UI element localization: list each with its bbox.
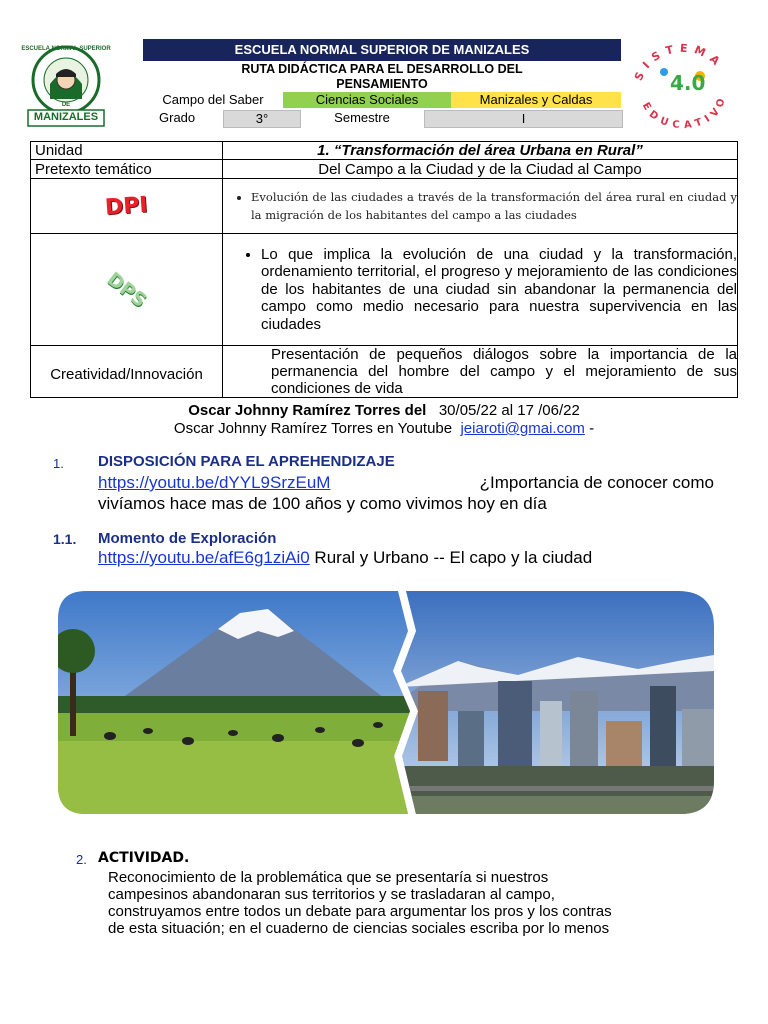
section-2-line-1: Reconocimiento de la problemática que se presentaría si nuestros: [108, 869, 549, 886]
dps-content: [223, 234, 738, 346]
section-1-text-line2: vivíamos hace mas de 100 años y como vivimos hoy en día: [98, 494, 547, 513]
section-2-line-3: construyamos entre todos un debate para argumentar los pros y los contras: [108, 903, 612, 920]
section-1-1-link[interactable]: https://youtu.be/afE6g1ziAi0: [98, 548, 310, 567]
grado-value: 3°: [223, 110, 301, 128]
dps-item: • Lo que implica la evolución de una ciudad y la transformación, ordenamiento territorial, el progreso y mejoramiento de las condiciones de los habitantes de una ciudad sin abandonar la permanencia del campo como medio necesario para nuestra supervivencia en las ciudades: [261, 246, 737, 334]
row-unidad: [31, 142, 738, 160]
pretexto-label: Pretexto temático: [31, 160, 223, 179]
section-2-paragraph: [108, 869, 728, 937]
school-name-bar: ESCUELA NORMAL SUPERIOR DE MANIZALES: [143, 39, 621, 61]
dpi-item: • Evolución de las ciudades a través de la transformación del área rural en ciudad y la migración de los habitantes del campo a las ciudades: [251, 188, 737, 224]
author-dates: 30/05/22 al 17 /06/22: [438, 402, 580, 419]
section-1-text: ¿Importancia de conocer como: [479, 473, 714, 492]
section-1-1-number: 1.1.: [53, 531, 77, 547]
svg-text:EDUCATIVO: [640, 93, 728, 130]
section-2-line-4: de esta situación; en el cuaderno de ciencias sociales escriba por lo menos: [108, 920, 610, 937]
author-name: Oscar Johnny Ramírez Torres del: [188, 402, 427, 419]
row-pretexto: [31, 160, 738, 179]
section-1-title: DISPOSICIÓN PARA EL APREHENDIZAJE: [98, 453, 395, 470]
creatividad-label: Creatividad/Innovación: [31, 346, 223, 398]
section-1-number: 1.: [53, 456, 64, 471]
grado-label: Grado: [159, 110, 196, 125]
section-2-number: 2.: [76, 852, 87, 867]
urban-half: [398, 591, 714, 814]
author-line: [0, 402, 768, 419]
section-1-1-text: Rural y Urbano -- El capo y la ciudad: [309, 548, 593, 567]
section-1-1-line: [98, 548, 592, 568]
logo-number: 4.0: [670, 71, 706, 95]
dpi-cell: [31, 179, 223, 234]
logo-bottom-letters: EDUCATIVO: [639, 93, 728, 130]
dpi-content: [223, 179, 738, 234]
youtube-line: [0, 420, 768, 437]
sistema-educativo-logo: [628, 40, 738, 130]
semestre-label: Semestre: [334, 110, 390, 125]
dps-label: DPS: [102, 267, 151, 312]
email-dash: -: [589, 420, 595, 437]
section-2-line-2: campesinos abandonaran sus territorios y se trasladaran al campo,: [108, 886, 555, 903]
dps-cell: [31, 234, 223, 346]
subtitle-line-1: RUTA DIDÁCTICA PARA EL DESARROLLO DEL: [241, 62, 523, 76]
logo-de-text: DE: [61, 102, 71, 108]
creatividad-text: Presentación de pequeños diálogos sobre la importancia de la permanencia del hombre del campo y el mejoramiento de sus condiciones de vida: [223, 346, 738, 398]
rural-urban-image: [58, 591, 714, 814]
logo-top-text: ESCUELA NORMAL SUPERIOR: [21, 46, 111, 52]
semestre-value: I: [424, 110, 623, 128]
pretexto-value: Del Campo a la Ciudad y de la Ciudad al Campo: [223, 160, 738, 179]
subtitle-line-2: PENSAMIENTO: [336, 77, 428, 91]
unit-table: [30, 141, 738, 398]
dpi-label: DPI: [104, 192, 149, 220]
logo-top-letters: SISTEMA: [631, 41, 727, 83]
youtube-text: Oscar Johnny Ramírez Torres en Youtube: [173, 420, 453, 437]
rural-half: [58, 591, 418, 814]
logo-bottom-text: MANIZALES: [33, 111, 99, 123]
unidad-value: 1. “Transformación del área Urbana en Rural”: [223, 142, 738, 160]
row-dpi: [31, 179, 738, 234]
unidad-label: Unidad: [31, 142, 223, 160]
dpi-list: [237, 188, 737, 224]
school-logo: [20, 44, 112, 128]
campo-value: Ciencias Sociales: [283, 92, 451, 108]
section-1-1-title: Momento de Exploración: [98, 530, 277, 547]
campo-label: Campo del Saber: [162, 92, 264, 107]
row-dps: [31, 234, 738, 346]
document-subtitle: [143, 62, 621, 92]
section-1-link[interactable]: https://youtu.be/dYYL9SrzEuM: [98, 473, 331, 492]
row-creatividad: [31, 346, 738, 398]
email-link[interactable]: jeiaroti@gmai.com: [460, 420, 585, 437]
section-2-title: ACTIVIDAD.: [98, 850, 190, 866]
dps-list: [247, 246, 737, 334]
place-value: Manizales y Caldas: [451, 92, 621, 108]
